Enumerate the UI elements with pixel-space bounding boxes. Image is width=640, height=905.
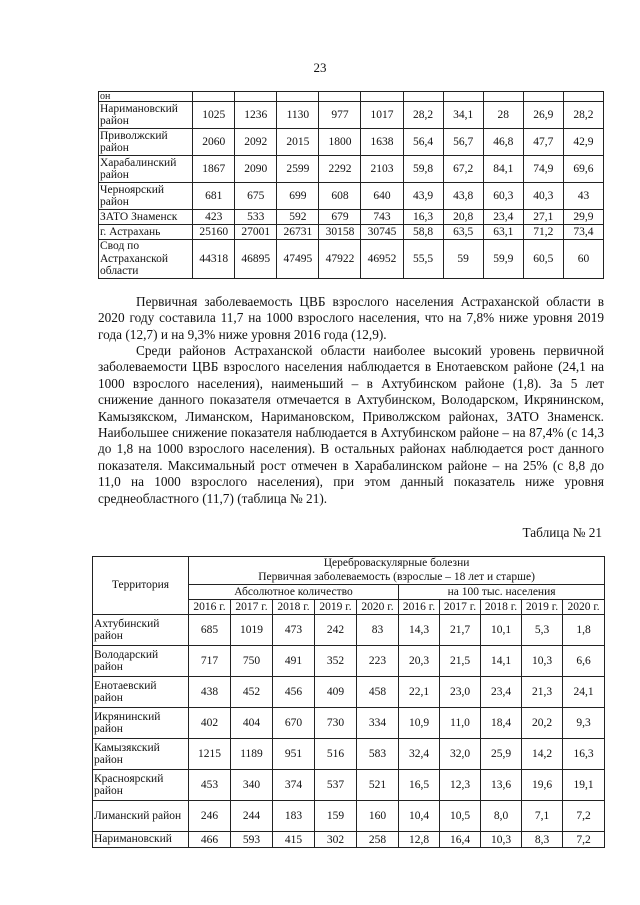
- table-row: [99, 225, 604, 240]
- value-cell: 6,6: [563, 646, 605, 677]
- value-cell: 21,7: [440, 615, 481, 646]
- value-cell: 951: [273, 739, 315, 770]
- value-cell: 63,1: [483, 225, 523, 240]
- value-cell: 58,8: [403, 225, 443, 240]
- value-cell: 183: [273, 801, 315, 832]
- year-header: 2019 г.: [315, 600, 357, 615]
- value-cell: 20,3: [399, 646, 440, 677]
- value-cell: 63,5: [443, 225, 483, 240]
- value-cell: 30158: [319, 225, 361, 240]
- value-cell: 750: [231, 646, 273, 677]
- value-cell: [443, 92, 483, 102]
- value-cell: 593: [231, 832, 273, 848]
- value-cell: 30745: [361, 225, 403, 240]
- value-cell: 28,2: [563, 102, 603, 129]
- table-caption: Таблица № 21: [522, 525, 602, 540]
- table-row: [93, 770, 605, 801]
- value-cell: 1867: [193, 156, 235, 183]
- value-cell: 28,2: [403, 102, 443, 129]
- value-cell: 423: [193, 210, 235, 225]
- value-cell: 47922: [319, 240, 361, 279]
- value-cell: 16,5: [399, 770, 440, 801]
- value-cell: [563, 92, 603, 102]
- value-cell: 7,2: [563, 801, 605, 832]
- value-cell: 12,3: [440, 770, 481, 801]
- territory-cell: Харабалинский район: [99, 156, 193, 183]
- value-cell: 43,8: [443, 183, 483, 210]
- table-row: [93, 832, 605, 848]
- table-row: [99, 240, 604, 279]
- value-cell: 246: [189, 801, 231, 832]
- value-cell: 491: [273, 646, 315, 677]
- table-row: [93, 646, 605, 677]
- paragraph-districts: Среди районов Астраханской области наиболее высокий уровень первичной заболеваемости ЦВБ взрослого населения наблюдается в Енотаевском районе (24,1 на 1000 взрослого населения), наименьший – в Ахтубинском районе (1,8). За 5 лет снижение данного показателя отмечается в Ахтубинском, Володарском, Икрянинском, Камызякском, Лиманском, Наримановском, Приволжском районах, ЗАТО Знаменск. Наибольшее снижение показателя наблюдается в Ахтубинском районе – на 87,4% (с 14,3 до 1,8 на 1000 взрослого населения). В остальных районах наблюдается рост данного показателя. Максимальный рост отмечен в Харабалинском районе – на 25% (с 8,8 до 11,0 на 1000 взрослого населения), при этом данный показатель ниже уровня среднеобластного (11,7) (таблица № 21).: [98, 343, 604, 506]
- value-cell: 56,7: [443, 129, 483, 156]
- value-cell: 46895: [235, 240, 277, 279]
- value-cell: 1017: [361, 102, 403, 129]
- value-cell: 699: [277, 183, 319, 210]
- year-header: 2016 г.: [399, 600, 440, 615]
- value-cell: 334: [357, 708, 399, 739]
- table-21: [92, 556, 605, 848]
- value-cell: 521: [357, 770, 399, 801]
- territory-cell: Красноярский район: [93, 770, 189, 801]
- year-header: 2020 г.: [563, 600, 605, 615]
- value-cell: 640: [361, 183, 403, 210]
- value-cell: 16,4: [440, 832, 481, 848]
- territory-cell: Наримановский: [93, 832, 189, 848]
- value-cell: 25,9: [481, 739, 522, 770]
- value-cell: 516: [315, 739, 357, 770]
- value-cell: 29,9: [563, 210, 603, 225]
- value-cell: 1638: [361, 129, 403, 156]
- value-cell: 42,9: [563, 129, 603, 156]
- page-number: 23: [313, 60, 327, 75]
- value-cell: 402: [189, 708, 231, 739]
- value-cell: 32,4: [399, 739, 440, 770]
- value-cell: 1800: [319, 129, 361, 156]
- value-cell: 84,1: [483, 156, 523, 183]
- value-cell: 14,1: [481, 646, 522, 677]
- table-row: [93, 677, 605, 708]
- value-cell: 27001: [235, 225, 277, 240]
- value-cell: 340: [231, 770, 273, 801]
- value-cell: 73,4: [563, 225, 603, 240]
- value-cell: 13,6: [481, 770, 522, 801]
- table-row: [93, 739, 605, 770]
- value-cell: 1215: [189, 739, 231, 770]
- value-cell: 456: [273, 677, 315, 708]
- territory-cell: Наримановский район: [99, 102, 193, 129]
- value-cell: 40,3: [523, 183, 563, 210]
- value-cell: 60,3: [483, 183, 523, 210]
- value-cell: 1,8: [563, 615, 605, 646]
- value-cell: 409: [315, 677, 357, 708]
- value-cell: 46,8: [483, 129, 523, 156]
- value-cell: 26,9: [523, 102, 563, 129]
- value-cell: 20,2: [522, 708, 563, 739]
- value-cell: 83: [357, 615, 399, 646]
- value-cell: 1189: [231, 739, 273, 770]
- value-cell: 730: [315, 708, 357, 739]
- value-cell: 352: [315, 646, 357, 677]
- territory-cell: Икрянинский район: [93, 708, 189, 739]
- value-cell: 71,2: [523, 225, 563, 240]
- value-cell: 458: [357, 677, 399, 708]
- table-row: [93, 801, 605, 832]
- value-cell: 717: [189, 646, 231, 677]
- value-cell: 681: [193, 183, 235, 210]
- table-21-body: [93, 615, 605, 848]
- territory-cell: Володарский район: [93, 646, 189, 677]
- year-header: 2017 г.: [231, 600, 273, 615]
- value-cell: 21,3: [522, 677, 563, 708]
- value-cell: 8,0: [481, 801, 522, 832]
- value-cell: [483, 92, 523, 102]
- value-cell: 977: [319, 102, 361, 129]
- value-cell: 374: [273, 770, 315, 801]
- value-cell: 223: [357, 646, 399, 677]
- value-cell: 404: [231, 708, 273, 739]
- value-cell: 592: [277, 210, 319, 225]
- value-cell: 675: [235, 183, 277, 210]
- value-cell: 7,1: [522, 801, 563, 832]
- value-cell: 12,8: [399, 832, 440, 848]
- value-cell: 43: [563, 183, 603, 210]
- value-cell: 452: [231, 677, 273, 708]
- year-header: 2016 г.: [189, 600, 231, 615]
- year-header: 2020 г.: [357, 600, 399, 615]
- value-cell: 537: [315, 770, 357, 801]
- value-cell: 10,3: [522, 646, 563, 677]
- table-row: [93, 708, 605, 739]
- value-cell: 2060: [193, 129, 235, 156]
- header-territory: Территория: [93, 557, 189, 615]
- value-cell: 1130: [277, 102, 319, 129]
- table-row: [93, 615, 605, 646]
- year-header: 2018 г.: [481, 600, 522, 615]
- value-cell: 7,2: [563, 832, 605, 848]
- value-cell: 20,8: [443, 210, 483, 225]
- value-cell: 14,2: [522, 739, 563, 770]
- value-cell: 46952: [361, 240, 403, 279]
- territory-cell: Свод по Астраханской области: [99, 240, 193, 279]
- value-cell: 11,0: [440, 708, 481, 739]
- territory-cell: Енотаевский район: [93, 677, 189, 708]
- value-cell: 74,9: [523, 156, 563, 183]
- value-cell: 2092: [235, 129, 277, 156]
- year-header: 2018 г.: [273, 600, 315, 615]
- territory-cell: ЗАТО Знаменск: [99, 210, 193, 225]
- value-cell: 685: [189, 615, 231, 646]
- value-cell: 56,4: [403, 129, 443, 156]
- value-cell: 59,8: [403, 156, 443, 183]
- value-cell: [361, 92, 403, 102]
- value-cell: 23,0: [440, 677, 481, 708]
- value-cell: 10,5: [440, 801, 481, 832]
- value-cell: 16,3: [563, 739, 605, 770]
- value-cell: 10,9: [399, 708, 440, 739]
- value-cell: 438: [189, 677, 231, 708]
- year-header: 2017 г.: [440, 600, 481, 615]
- value-cell: 32,0: [440, 739, 481, 770]
- value-cell: 23,4: [483, 210, 523, 225]
- value-cell: 67,2: [443, 156, 483, 183]
- header-per100k: на 100 тыс. населения: [399, 585, 605, 600]
- value-cell: 25160: [193, 225, 235, 240]
- value-cell: 242: [315, 615, 357, 646]
- territory-cell: г. Астрахань: [99, 225, 193, 240]
- territory-cell: Приволжский район: [99, 129, 193, 156]
- value-cell: 27,1: [523, 210, 563, 225]
- value-cell: 18,4: [481, 708, 522, 739]
- value-cell: 10,4: [399, 801, 440, 832]
- value-cell: 583: [357, 739, 399, 770]
- value-cell: 47,7: [523, 129, 563, 156]
- table-row: [99, 210, 604, 225]
- value-cell: 679: [319, 210, 361, 225]
- table-row: [99, 156, 604, 183]
- value-cell: 55,5: [403, 240, 443, 279]
- territory-cell: Лиманский район: [93, 801, 189, 832]
- value-cell: 415: [273, 832, 315, 848]
- value-cell: [319, 92, 361, 102]
- value-cell: 159: [315, 801, 357, 832]
- value-cell: 244: [231, 801, 273, 832]
- value-cell: 2015: [277, 129, 319, 156]
- value-cell: 608: [319, 183, 361, 210]
- value-cell: 160: [357, 801, 399, 832]
- value-cell: 5,3: [522, 615, 563, 646]
- value-cell: 59,9: [483, 240, 523, 279]
- value-cell: 60: [563, 240, 603, 279]
- table-row: [99, 102, 604, 129]
- value-cell: 14,3: [399, 615, 440, 646]
- value-cell: 453: [189, 770, 231, 801]
- value-cell: 34,1: [443, 102, 483, 129]
- value-cell: 1236: [235, 102, 277, 129]
- value-cell: 26731: [277, 225, 319, 240]
- value-cell: [193, 92, 235, 102]
- value-cell: 466: [189, 832, 231, 848]
- value-cell: 69,6: [563, 156, 603, 183]
- value-cell: [403, 92, 443, 102]
- value-cell: 19,6: [522, 770, 563, 801]
- value-cell: 10,1: [481, 615, 522, 646]
- value-cell: 9,3: [563, 708, 605, 739]
- value-cell: 670: [273, 708, 315, 739]
- value-cell: 10,3: [481, 832, 522, 848]
- table-row: [99, 92, 604, 102]
- value-cell: 473: [273, 615, 315, 646]
- paragraph-summary: Первичная заболеваемость ЦВБ взрослого населения Астраханской области в 2020 году составила 11,7 на 1000 взрослого населения, что на 7,8% ниже уровня 2019 года (12,7) и на 9,3% ниже уровня 2016 года (12,9).: [98, 294, 604, 342]
- value-cell: 302: [315, 832, 357, 848]
- value-cell: [235, 92, 277, 102]
- continued-table-body: [99, 92, 604, 279]
- value-cell: 43,9: [403, 183, 443, 210]
- value-cell: 258: [357, 832, 399, 848]
- header-absolute: Абсолютное количество: [189, 585, 399, 600]
- header-disease: Цереброваскулярные болезни: [189, 557, 605, 571]
- value-cell: 59: [443, 240, 483, 279]
- value-cell: 2090: [235, 156, 277, 183]
- value-cell: 533: [235, 210, 277, 225]
- territory-cell: Ахтубинский район: [93, 615, 189, 646]
- table-row: [99, 183, 604, 210]
- header-incidence: Первичная заболеваемость (взрослые – 18 лет и старше): [189, 570, 605, 585]
- value-cell: [277, 92, 319, 102]
- value-cell: 743: [361, 210, 403, 225]
- value-cell: 16,3: [403, 210, 443, 225]
- value-cell: 22,1: [399, 677, 440, 708]
- value-cell: 28: [483, 102, 523, 129]
- continued-incidence-table: [98, 91, 604, 279]
- value-cell: 24,1: [563, 677, 605, 708]
- value-cell: 1025: [193, 102, 235, 129]
- value-cell: 60,5: [523, 240, 563, 279]
- value-cell: 2103: [361, 156, 403, 183]
- value-cell: 2292: [319, 156, 361, 183]
- value-cell: 47495: [277, 240, 319, 279]
- value-cell: 44318: [193, 240, 235, 279]
- territory-cell: Черноярский район: [99, 183, 193, 210]
- territory-cell: Камызякский район: [93, 739, 189, 770]
- value-cell: 1019: [231, 615, 273, 646]
- year-header: 2019 г.: [522, 600, 563, 615]
- value-cell: 21,5: [440, 646, 481, 677]
- value-cell: [523, 92, 563, 102]
- territory-cell: он: [99, 92, 193, 102]
- value-cell: 19,1: [563, 770, 605, 801]
- value-cell: 8,3: [522, 832, 563, 848]
- table-row: [99, 129, 604, 156]
- value-cell: 2599: [277, 156, 319, 183]
- value-cell: 23,4: [481, 677, 522, 708]
